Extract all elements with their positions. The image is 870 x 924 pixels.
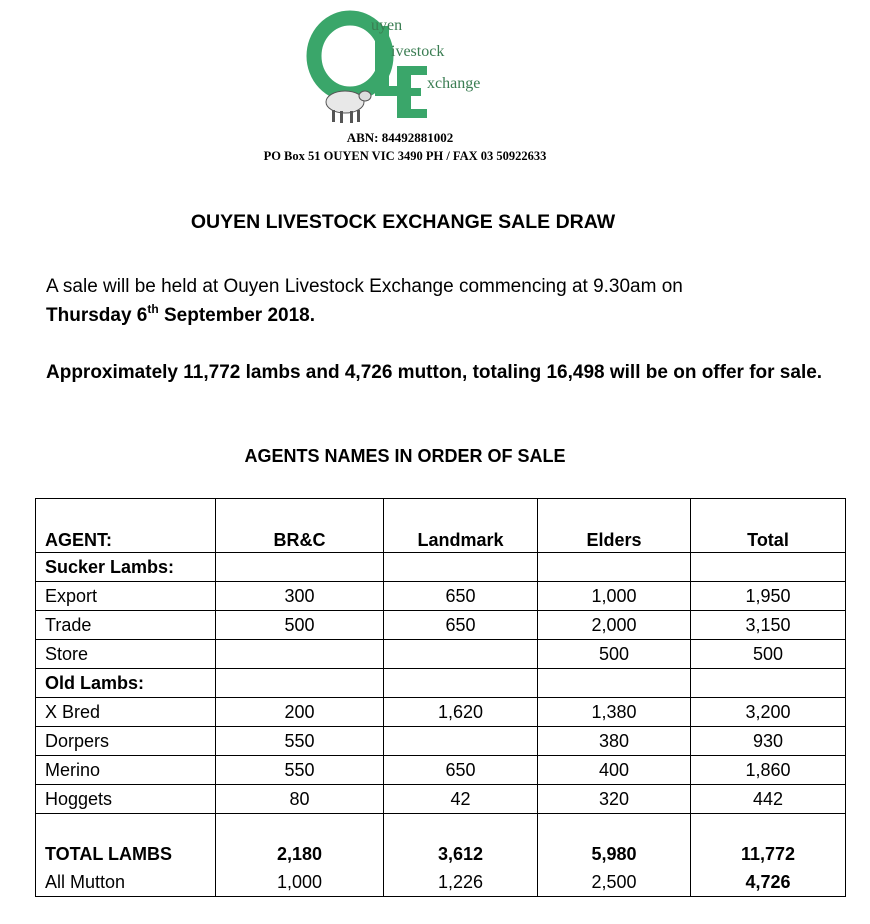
table-cell: 5,980	[538, 840, 691, 868]
table-cell	[384, 553, 538, 582]
table-cell: All Mutton	[36, 868, 216, 897]
table-cell: Merino	[36, 756, 216, 785]
logo-word-livestock: ivestock	[391, 43, 445, 60]
table-row	[36, 785, 846, 814]
table-spacer-row	[36, 814, 846, 841]
table-row	[36, 698, 846, 727]
table-cell	[538, 669, 691, 698]
header-cell: Total	[691, 499, 846, 553]
table-row	[36, 553, 846, 582]
table-cell: 2,180	[216, 840, 384, 868]
table-cell: 1,860	[691, 756, 846, 785]
sale-intro	[46, 272, 846, 330]
sale-draw-table	[35, 498, 846, 897]
table-cell	[538, 553, 691, 582]
table-cell: 11,772	[691, 840, 846, 868]
table-cell: X Bred	[36, 698, 216, 727]
sale-date-suffix: th	[147, 301, 159, 316]
intro-text: A sale will be held at Ouyen Livestock Exchange commencing at 9.30am on	[46, 276, 683, 297]
table-cell: 400	[538, 756, 691, 785]
table-cell: 1,380	[538, 698, 691, 727]
table-cell	[384, 814, 538, 841]
table-cell: 442	[691, 785, 846, 814]
table-cell: 2,500	[538, 868, 691, 897]
table-cell: Store	[36, 640, 216, 669]
table-header-row	[36, 499, 846, 553]
table-cell: 320	[538, 785, 691, 814]
table-row	[36, 727, 846, 756]
table-cell: 550	[216, 756, 384, 785]
table-cell: 1,000	[216, 868, 384, 897]
table-cell: 4,726	[691, 868, 846, 897]
table-cell: Sucker Lambs:	[36, 553, 216, 582]
table-cell	[36, 814, 216, 841]
table-row	[36, 582, 846, 611]
table-cell: 930	[691, 727, 846, 756]
header-cell: Landmark	[384, 499, 538, 553]
table-cell: 1,226	[384, 868, 538, 897]
table-cell	[216, 669, 384, 698]
postal-address: PO Box 51 OUYEN VIC 3490 PH / FAX 03 50922633	[263, 149, 547, 163]
table-cell: 650	[384, 582, 538, 611]
agents-heading: AGENTS NAMES IN ORDER OF SALE	[244, 446, 566, 466]
table-cell: Old Lambs:	[36, 669, 216, 698]
table-cell: 500	[216, 611, 384, 640]
logo-word-exchange: xchange	[427, 75, 481, 92]
table-cell	[691, 814, 846, 841]
table-cell	[384, 640, 538, 669]
table-cell: Export	[36, 582, 216, 611]
abn-number: ABN: 84492881002	[346, 130, 454, 145]
header-cell: Elders	[538, 499, 691, 553]
table-cell: 200	[216, 698, 384, 727]
table-cell	[384, 727, 538, 756]
table-cell	[216, 553, 384, 582]
page-title: OUYEN LIVESTOCK EXCHANGE SALE DRAW	[190, 211, 616, 233]
table-cell: 3,612	[384, 840, 538, 868]
table-cell: 650	[384, 756, 538, 785]
table-cell: 550	[216, 727, 384, 756]
table-cell: 3,200	[691, 698, 846, 727]
table-cell	[216, 640, 384, 669]
ouyen-livestock-exchange-logo	[305, 6, 505, 128]
table-cell: 1,950	[691, 582, 846, 611]
sale-date-rest: September 2018.	[158, 305, 316, 326]
table-cell: Trade	[36, 611, 216, 640]
logo-word-ouyen: uyen	[371, 17, 403, 34]
sale-date-day: Thursday 6	[46, 305, 148, 326]
table-row	[36, 868, 846, 897]
table-cell: 2,000	[538, 611, 691, 640]
table-cell: 42	[384, 785, 538, 814]
table-cell: 500	[538, 640, 691, 669]
header-cell: BR&C	[216, 499, 384, 553]
table-cell: 3,150	[691, 611, 846, 640]
table-cell	[691, 669, 846, 698]
table-row	[36, 840, 846, 868]
table-cell: 1,620	[384, 698, 538, 727]
table-cell: 300	[216, 582, 384, 611]
table-cell	[538, 814, 691, 841]
table-row	[36, 669, 846, 698]
table-cell: TOTAL LAMBS	[36, 840, 216, 868]
table-cell	[384, 669, 538, 698]
table-row	[36, 640, 846, 669]
table-cell: 380	[538, 727, 691, 756]
sheep-icon	[326, 91, 371, 123]
table-cell: 500	[691, 640, 846, 669]
table-cell	[691, 553, 846, 582]
approximate-numbers: Approximately 11,772 lambs and 4,726 mutton, totaling 16,498 will be on offer for sale.	[46, 362, 823, 383]
header-cell: AGENT:	[36, 499, 216, 553]
table-cell: Hoggets	[36, 785, 216, 814]
table-row	[36, 611, 846, 640]
table-cell	[216, 814, 384, 841]
table-cell: 650	[384, 611, 538, 640]
table-cell: Dorpers	[36, 727, 216, 756]
table-cell: 1,000	[538, 582, 691, 611]
table-cell: 80	[216, 785, 384, 814]
table-row	[36, 756, 846, 785]
